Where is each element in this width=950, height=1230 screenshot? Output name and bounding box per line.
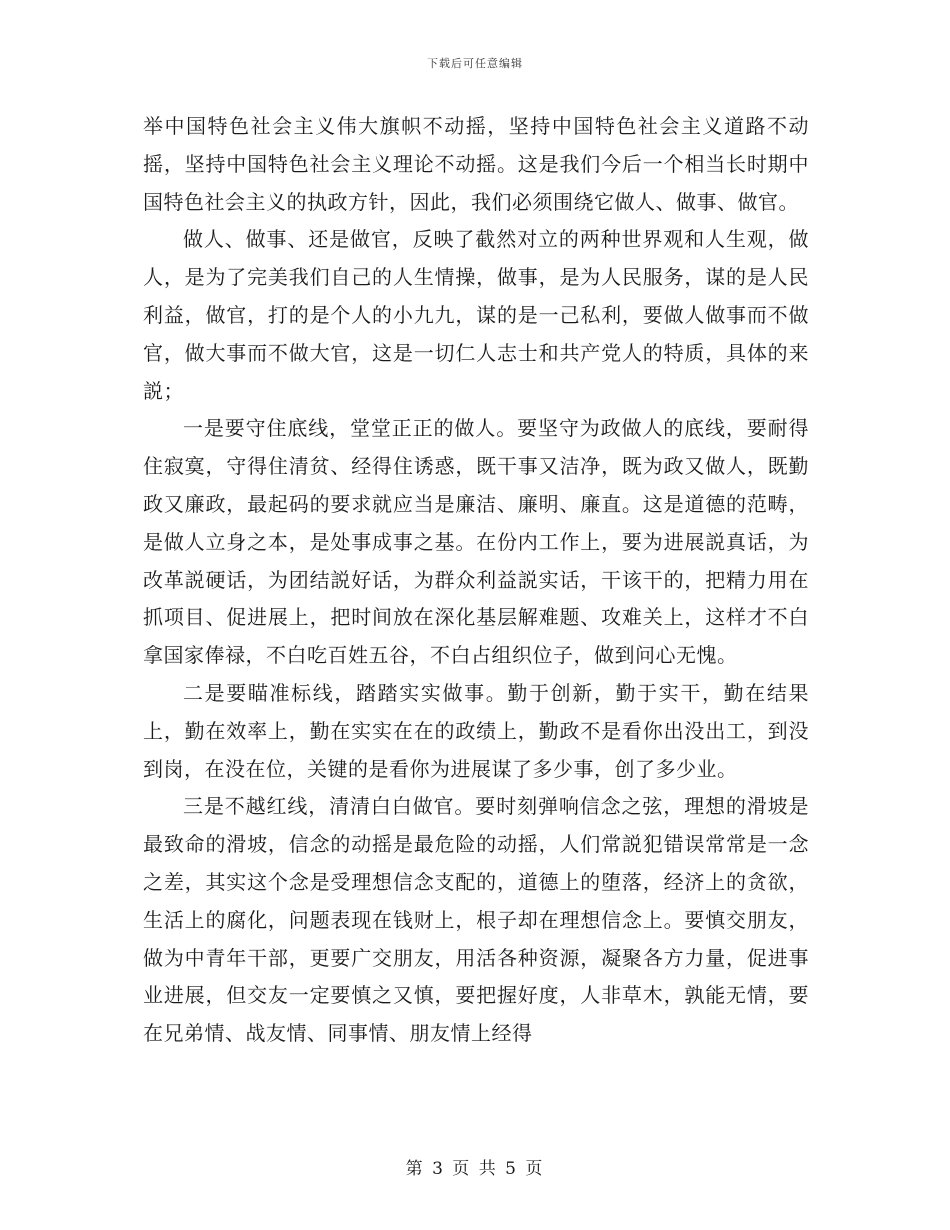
paragraph-point-three: 三是不越红线，清清白白做官。要时刻弹响信念之弦，理想的滑坡是最致命的滑坡，信念的动摇是最危险的动摇，人们常説犯错误常常是一念之差，其实这个念是受理想信念支配的，道德上的堕落，经济上的贪欲，生活上的腐化，问题表现在钱财上，根子却在理想信念上。要慎交朋友，做为中青年干部，更要广交朋友，用活各种资源，凝聚各方力量，促进事业进展，但交友一定要慎之又慎，要把握好度，人非草木，孰能无情，要在兄弟情、战友情、同事情、朋友情上经得 bbox=[143, 794, 809, 1046]
paragraph-zuoren: 做人、做事、还是做官，反映了截然对立的两种世界观和人生观，做人，是为了完美我们自己的人生情操，做事，是为人民服务，谋的是人民利益，做官，打的是个人的小九九，谋的是一己私利，要做人做事而不做官，做大事而不做大官，这是一切仁人志士和共产党人的特质，具体的来説； bbox=[143, 227, 809, 403]
document-body bbox=[143, 108, 809, 1053]
paragraph-point-two: 二是要瞄准标线，踏踏实实做事。勤于创新，勤于实干，勤在结果上，勤在效率上，勤在实实在在的政绩上，勤政不是看你出没出工，到没到岗，在没在位，关键的是看你为进展谋了多少事，创了多少业。 bbox=[143, 680, 809, 781]
header-note: 下载后可任意编辑 bbox=[427, 57, 523, 70]
paragraph-point-one: 一是要守住底线，堂堂正正的做人。要坚守为政做人的底线，要耐得住寂寞，守得住清贫、经得住诱惑，既干事又洁净，既为政又做人，既勤政又廉政，最起码的要求就应当是廉洁、廉明、廉直。这是道德的范畴，是做人立身之本，是处事成事之基。在份内工作上，要为进展説真话，为改革説硬话，为团结説好话，为群众利益説实话，干该干的，把精力用在抓项目、促进展上，把时间放在深化基层解难题、攻难关上，这样才不白拿国家俸禄，不白吃百姓五谷，不白占组织位子，做到问心无愧。 bbox=[143, 416, 809, 668]
page-number-footer: 第 3 页 共 5 页 bbox=[405, 1159, 545, 1179]
paragraph-continued: 举中国特色社会主义伟大旗帜不动摇，坚持中国特色社会主义道路不动摇，坚持中国特色社会主义理论不动摇。这是我们今后一个相当长时期中国特色社会主义的执政方针，因此，我们必须围绕它做人、做事、做官。 bbox=[143, 114, 809, 214]
